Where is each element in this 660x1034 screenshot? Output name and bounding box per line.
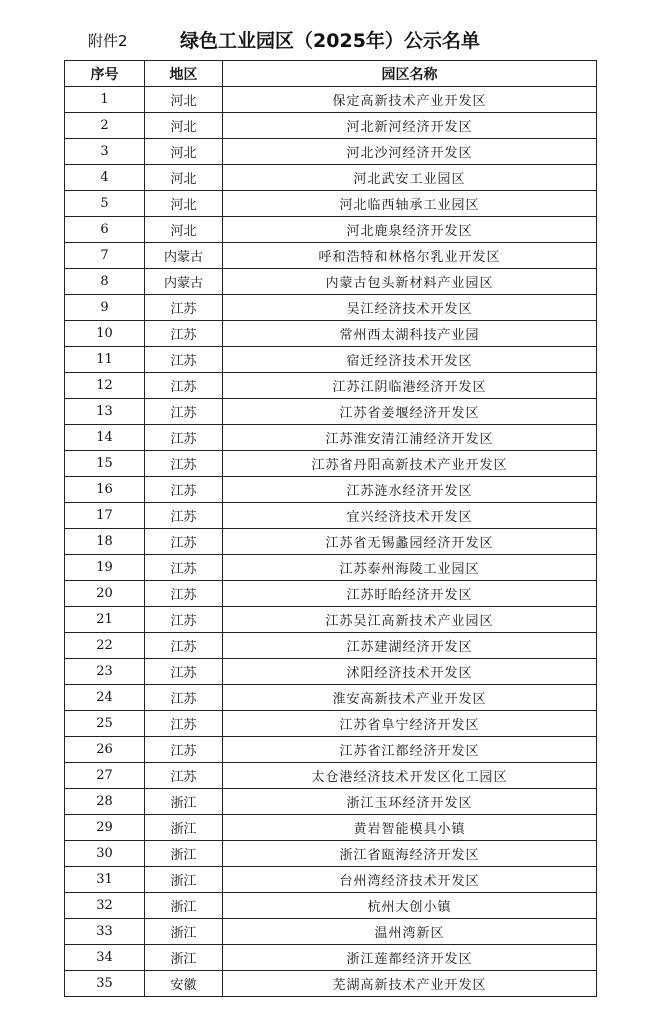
table-row [65,763,597,789]
row-number-cell: 35 [65,971,145,997]
region-cell: 江苏 [145,659,223,685]
region-cell: 浙江 [145,815,223,841]
table-row [65,581,597,607]
header-no: 序号 [65,61,145,87]
table-row [65,685,597,711]
region-cell: 浙江 [145,867,223,893]
table-row [65,633,597,659]
region-cell: 江苏 [145,477,223,503]
row-number-cell: 9 [65,295,145,321]
table-row [65,321,597,347]
row-number-cell: 30 [65,841,145,867]
park-name-cell: 江苏省姜堰经济开发区 [223,399,597,425]
table-row [65,139,597,165]
row-number-cell: 17 [65,503,145,529]
row-number-cell: 16 [65,477,145,503]
table-row [65,191,597,217]
region-cell: 河北 [145,191,223,217]
park-name-cell: 浙江玉环经济开发区 [223,789,597,815]
row-number-cell: 12 [65,373,145,399]
table-row [65,295,597,321]
row-number-cell: 32 [65,893,145,919]
row-number-cell: 29 [65,815,145,841]
row-number-cell: 20 [65,581,145,607]
table-row [65,945,597,971]
park-name-cell: 河北武安工业园区 [223,165,597,191]
table-row [65,477,597,503]
table-row [65,789,597,815]
table-header [65,61,597,87]
region-cell: 浙江 [145,919,223,945]
region-cell: 河北 [145,165,223,191]
page-title: 绿色工业园区（2025年）公示名单 [180,30,480,52]
region-cell: 浙江 [145,841,223,867]
row-number-cell: 6 [65,217,145,243]
row-number-cell: 5 [65,191,145,217]
table-row [65,555,597,581]
region-cell: 江苏 [145,581,223,607]
table-row [65,893,597,919]
region-cell: 江苏 [145,711,223,737]
header-name: 园区名称 [223,61,597,87]
row-number-cell: 15 [65,451,145,477]
table-row [65,971,597,997]
row-number-cell: 2 [65,113,145,139]
park-name-cell: 江苏省丹阳高新技术产业开发区 [223,451,597,477]
region-cell: 江苏 [145,607,223,633]
park-name-cell: 太仓港经济技术开发区化工园区 [223,763,597,789]
table-row [65,867,597,893]
table-row [65,113,597,139]
table-row [65,217,597,243]
park-name-cell: 江苏泰州海陵工业园区 [223,555,597,581]
park-name-cell: 江苏省江都经济开发区 [223,737,597,763]
park-name-cell: 常州西太湖科技产业园 [223,321,597,347]
park-name-cell: 河北临西轴承工业园区 [223,191,597,217]
park-name-cell: 江苏省阜宁经济开发区 [223,711,597,737]
row-number-cell: 10 [65,321,145,347]
row-number-cell: 8 [65,269,145,295]
table-row [65,659,597,685]
park-name-cell: 宜兴经济技术开发区 [223,503,597,529]
row-number-cell: 22 [65,633,145,659]
region-cell: 江苏 [145,347,223,373]
table-row [65,503,597,529]
table-row [65,347,597,373]
region-cell: 江苏 [145,503,223,529]
row-number-cell: 25 [65,711,145,737]
park-name-cell: 河北鹿泉经济开发区 [223,217,597,243]
row-number-cell: 1 [65,87,145,113]
park-name-cell: 浙江省瓯海经济开发区 [223,841,597,867]
park-name-cell: 台州湾经济技术开发区 [223,867,597,893]
region-cell: 江苏 [145,295,223,321]
park-name-cell: 河北新河经济开发区 [223,113,597,139]
row-number-cell: 27 [65,763,145,789]
row-number-cell: 18 [65,529,145,555]
table-row [65,919,597,945]
park-name-cell: 河北沙河经济开发区 [223,139,597,165]
region-cell: 江苏 [145,737,223,763]
table-row [65,87,597,113]
region-cell: 安徽 [145,971,223,997]
region-cell: 内蒙古 [145,269,223,295]
park-name-cell: 宿迁经济技术开发区 [223,347,597,373]
park-name-cell: 温州湾新区 [223,919,597,945]
row-number-cell: 26 [65,737,145,763]
park-name-cell: 保定高新技术产业开发区 [223,87,597,113]
park-name-cell: 淮安高新技术产业开发区 [223,685,597,711]
region-cell: 江苏 [145,763,223,789]
row-number-cell: 4 [65,165,145,191]
park-name-cell: 杭州大创小镇 [223,893,597,919]
table-row [65,243,597,269]
region-cell: 江苏 [145,399,223,425]
region-cell: 江苏 [145,321,223,347]
region-cell: 浙江 [145,893,223,919]
row-number-cell: 13 [65,399,145,425]
park-name-cell: 江苏江阴临港经济开发区 [223,373,597,399]
attachment-label: 附件2 [88,32,128,50]
region-cell: 江苏 [145,685,223,711]
park-name-cell: 江苏盱眙经济开发区 [223,581,597,607]
region-cell: 河北 [145,87,223,113]
row-number-cell: 28 [65,789,145,815]
park-list-table [64,60,597,997]
region-cell: 河北 [145,113,223,139]
region-cell: 河北 [145,139,223,165]
header-row [65,61,597,87]
park-name-cell: 江苏吴江高新技术产业园区 [223,607,597,633]
park-name-cell: 江苏淮安清江浦经济开发区 [223,425,597,451]
row-number-cell: 24 [65,685,145,711]
region-cell: 江苏 [145,373,223,399]
park-name-cell: 江苏省无锡蠡园经济开发区 [223,529,597,555]
row-number-cell: 23 [65,659,145,685]
park-name-cell: 芜湖高新技术产业开发区 [223,971,597,997]
row-number-cell: 3 [65,139,145,165]
table-row [65,373,597,399]
region-cell: 江苏 [145,633,223,659]
table-row [65,451,597,477]
row-number-cell: 7 [65,243,145,269]
table-row [65,737,597,763]
table-row [65,425,597,451]
row-number-cell: 33 [65,919,145,945]
table-row [65,841,597,867]
park-name-cell: 江苏建湖经济开发区 [223,633,597,659]
row-number-cell: 19 [65,555,145,581]
table-row [65,607,597,633]
row-number-cell: 34 [65,945,145,971]
park-name-cell: 内蒙古包头新材料产业园区 [223,269,597,295]
table-row [65,165,597,191]
region-cell: 江苏 [145,451,223,477]
region-cell: 江苏 [145,529,223,555]
row-number-cell: 14 [65,425,145,451]
region-cell: 河北 [145,217,223,243]
table-body [65,87,597,997]
region-cell: 江苏 [145,555,223,581]
row-number-cell: 21 [65,607,145,633]
row-number-cell: 31 [65,867,145,893]
table-row [65,269,597,295]
region-cell: 内蒙古 [145,243,223,269]
table-row [65,711,597,737]
table-row [65,399,597,425]
region-cell: 江苏 [145,425,223,451]
table-row [65,529,597,555]
table-row [65,815,597,841]
park-name-cell: 沭阳经济技术开发区 [223,659,597,685]
park-name-cell: 吴江经济技术开发区 [223,295,597,321]
park-name-cell: 黄岩智能模具小镇 [223,815,597,841]
park-name-cell: 呼和浩特和林格尔乳业开发区 [223,243,597,269]
park-name-cell: 江苏涟水经济开发区 [223,477,597,503]
region-cell: 浙江 [145,789,223,815]
park-name-cell: 浙江莲都经济开发区 [223,945,597,971]
row-number-cell: 11 [65,347,145,373]
header-region: 地区 [145,61,223,87]
region-cell: 浙江 [145,945,223,971]
